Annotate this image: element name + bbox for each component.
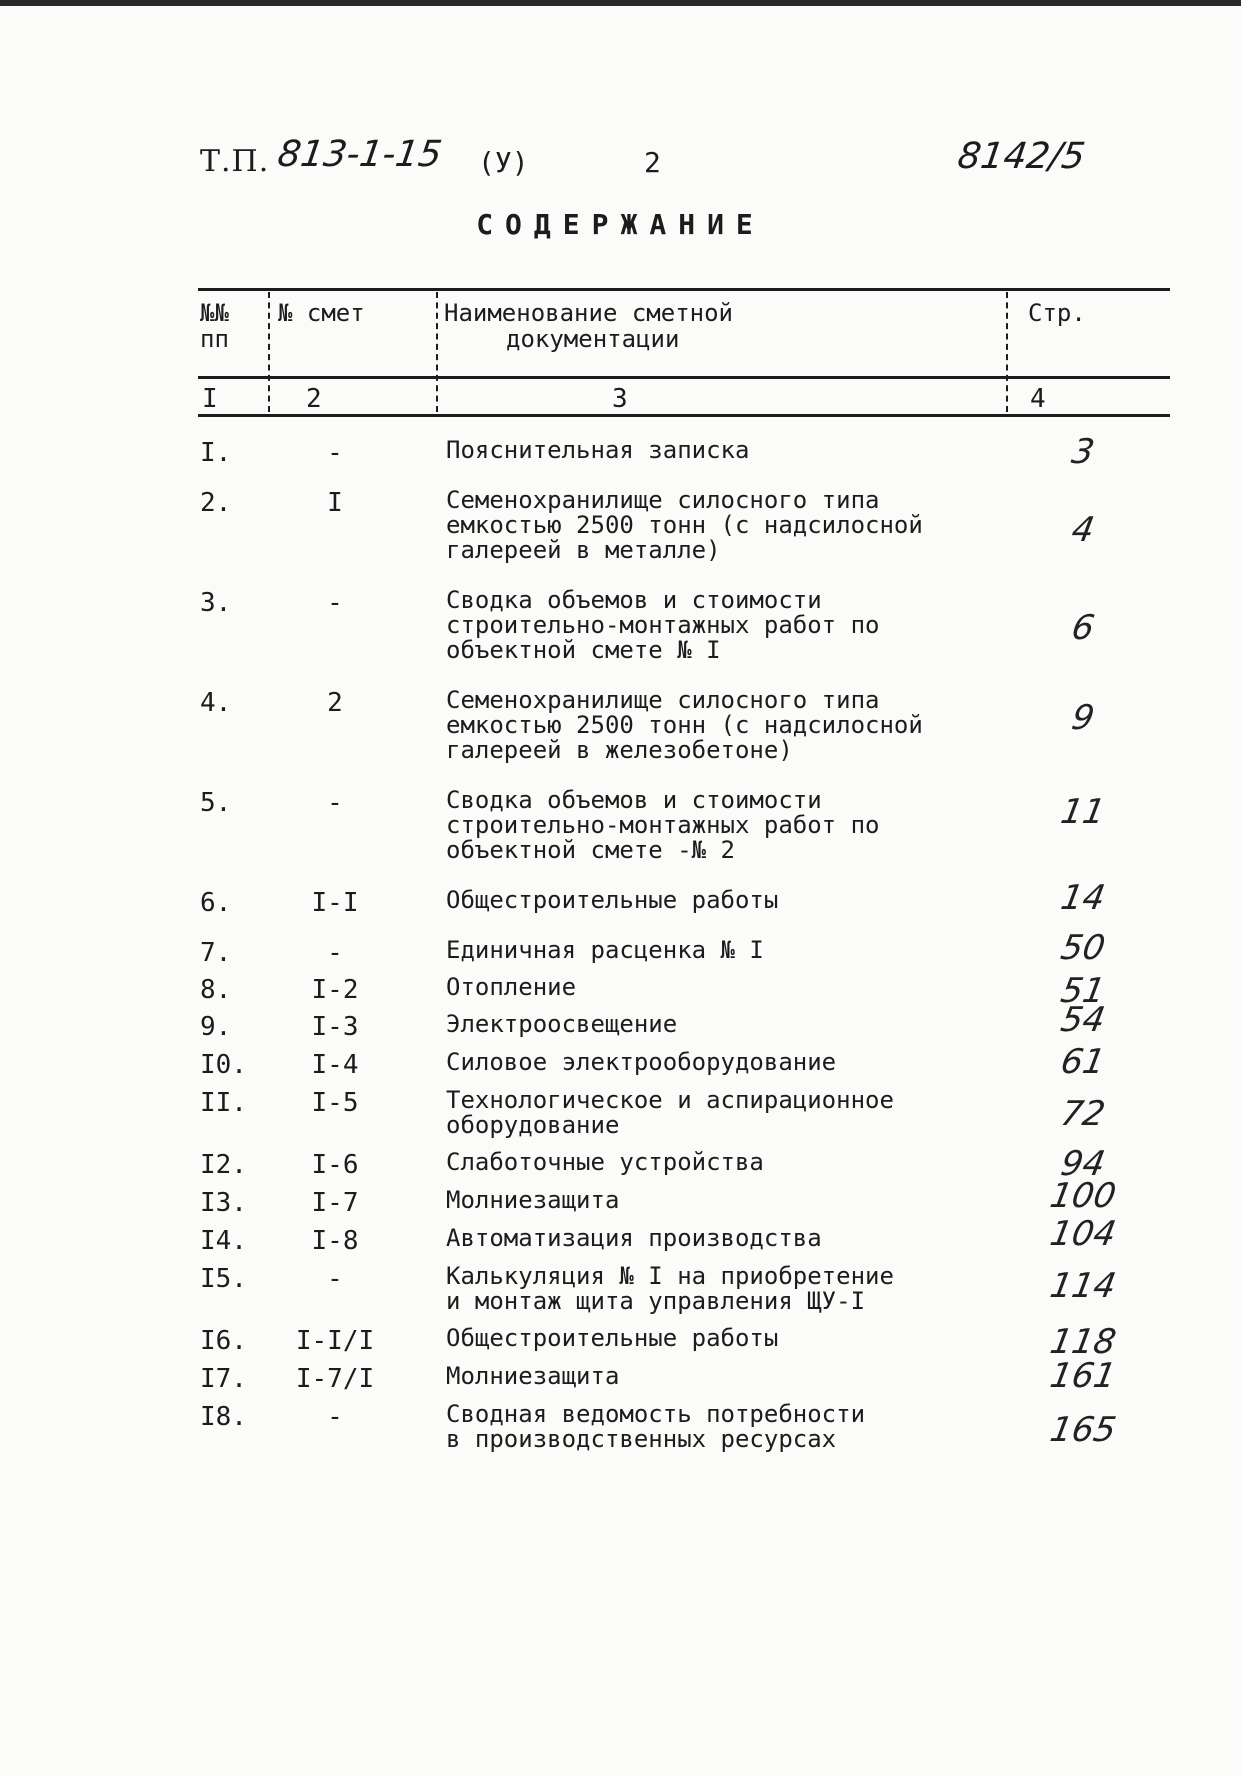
row-page: 6 — [1068, 608, 1098, 648]
row-page: 51 — [1057, 971, 1109, 1011]
col-header-estimate: № смет — [278, 299, 365, 327]
row-page: 94 — [1057, 1144, 1109, 1184]
row-number: I4. — [200, 1226, 247, 1256]
row-estimate: I-2 — [311, 975, 359, 1005]
row-estimate: I-8 — [311, 1226, 359, 1256]
row-page: 114 — [1047, 1266, 1119, 1306]
row-page: 50 — [1057, 928, 1109, 968]
row-page: 9 — [1068, 698, 1098, 738]
row-number: 5. — [200, 788, 232, 818]
row-name: Сводная ведомость потребности в производственных ресурсах — [446, 1400, 866, 1453]
row-estimate: - — [327, 938, 343, 968]
row-number: I2. — [200, 1150, 247, 1180]
row-name: Семенохранилище силосного типа емкостью 2500 тонн (с надсилосной галереей в железобетоне) — [446, 686, 923, 764]
column-separator — [1006, 292, 1008, 412]
row-name: Отопление — [446, 973, 577, 1001]
row-page: 3 — [1068, 432, 1098, 472]
row-page: 100 — [1047, 1176, 1119, 1216]
row-number: 3. — [200, 588, 232, 618]
col-header-num: №№ пп — [200, 299, 229, 353]
table-header — [198, 288, 1170, 418]
row-number: I3. — [200, 1188, 247, 1218]
row-page: 54 — [1057, 1000, 1109, 1040]
row-name: Семенохранилище силосного типа емкостью 2500 тонн (с надсилосной галереей в металле) — [446, 486, 923, 564]
row-number: II. — [200, 1088, 247, 1118]
row-name: Автоматизация производства — [446, 1224, 822, 1252]
header-middle-rule — [198, 376, 1170, 379]
row-number: 2. — [200, 488, 232, 518]
document-header — [0, 130, 1241, 190]
page-title: СОДЕРЖАНИЕ — [476, 208, 765, 241]
row-estimate: I-7 — [311, 1188, 359, 1218]
tp-label: Т.П. — [200, 144, 270, 179]
row-name: Единичная расценка № I — [446, 936, 764, 964]
row-name: Сводка объемов и стоимости строительно-монтажных работ по объектной смете № I — [446, 586, 880, 664]
row-name: Электроосвещение — [446, 1010, 678, 1038]
row-page: 14 — [1057, 878, 1109, 918]
row-number: 7. — [200, 938, 232, 968]
document-code: 8142/5 — [955, 136, 1088, 177]
row-number: I6. — [200, 1326, 247, 1356]
row-number: 6. — [200, 888, 232, 918]
col-number-2: 2 — [306, 384, 322, 414]
tp-number: 813-1-15 — [275, 134, 445, 175]
row-page: 161 — [1047, 1356, 1119, 1396]
row-estimate: I — [327, 488, 343, 518]
header-bottom-rule — [198, 414, 1170, 417]
row-page: 104 — [1047, 1214, 1119, 1254]
row-estimate: - — [327, 1402, 343, 1432]
row-estimate: - — [327, 438, 343, 468]
row-name: Сводка объемов и стоимости строительно-монтажных работ по объектной смете -№ 2 — [446, 786, 880, 864]
row-name: Технологическое и аспирационное оборудование — [446, 1086, 894, 1139]
row-name: Молниезащита — [446, 1362, 620, 1390]
col-number-1: I — [202, 384, 218, 414]
row-page: 72 — [1057, 1094, 1109, 1134]
row-name: Общестроительные работы — [446, 1324, 779, 1352]
row-number: 9. — [200, 1012, 232, 1042]
row-estimate: I-3 — [311, 1012, 359, 1042]
row-estimate: I-6 — [311, 1150, 359, 1180]
row-number: I7. — [200, 1364, 247, 1394]
row-page: 165 — [1047, 1410, 1119, 1450]
row-estimate: - — [327, 588, 343, 618]
row-estimate: I-I/I — [295, 1326, 375, 1356]
tp-variant: (У) — [478, 146, 529, 179]
row-page: 118 — [1047, 1322, 1119, 1362]
row-name: Пояснительная записка — [446, 436, 750, 464]
column-separator — [436, 292, 438, 412]
row-name: Силовое электрооборудование — [446, 1048, 837, 1076]
page-number: 2 — [644, 146, 661, 179]
row-estimate: I-4 — [311, 1050, 359, 1080]
row-estimate: 2 — [327, 688, 343, 718]
row-number: 8. — [200, 975, 232, 1005]
row-name: Калькуляция № I на приобретение и монтаж щита управления ЩУ-I — [446, 1262, 894, 1315]
row-number: I8. — [200, 1402, 247, 1432]
row-number: I. — [200, 438, 232, 468]
row-estimate: - — [327, 1264, 343, 1294]
row-name: Молниезащита — [446, 1186, 620, 1214]
col-number-4: 4 — [1030, 384, 1046, 414]
row-number: 4. — [200, 688, 232, 718]
row-estimate: I-I — [311, 888, 359, 918]
col-number-3: 3 — [612, 384, 628, 414]
row-estimate: - — [327, 788, 343, 818]
column-separator — [268, 292, 270, 412]
row-number: I0. — [200, 1050, 247, 1080]
row-estimate: I-7/I — [295, 1364, 375, 1394]
row-page: 4 — [1068, 510, 1098, 550]
row-page: 11 — [1057, 792, 1109, 832]
col-header-name: Наименование сметной документации — [444, 299, 733, 353]
row-name: Слаботочные устройства — [446, 1148, 764, 1176]
header-top-rule — [198, 288, 1170, 291]
row-number: I5. — [200, 1264, 247, 1294]
top-edge-rule — [0, 0, 1241, 6]
col-header-page: Стр. — [1028, 299, 1086, 327]
row-name: Общестроительные работы — [446, 886, 779, 914]
row-estimate: I-5 — [311, 1088, 359, 1118]
row-page: 61 — [1057, 1042, 1109, 1082]
